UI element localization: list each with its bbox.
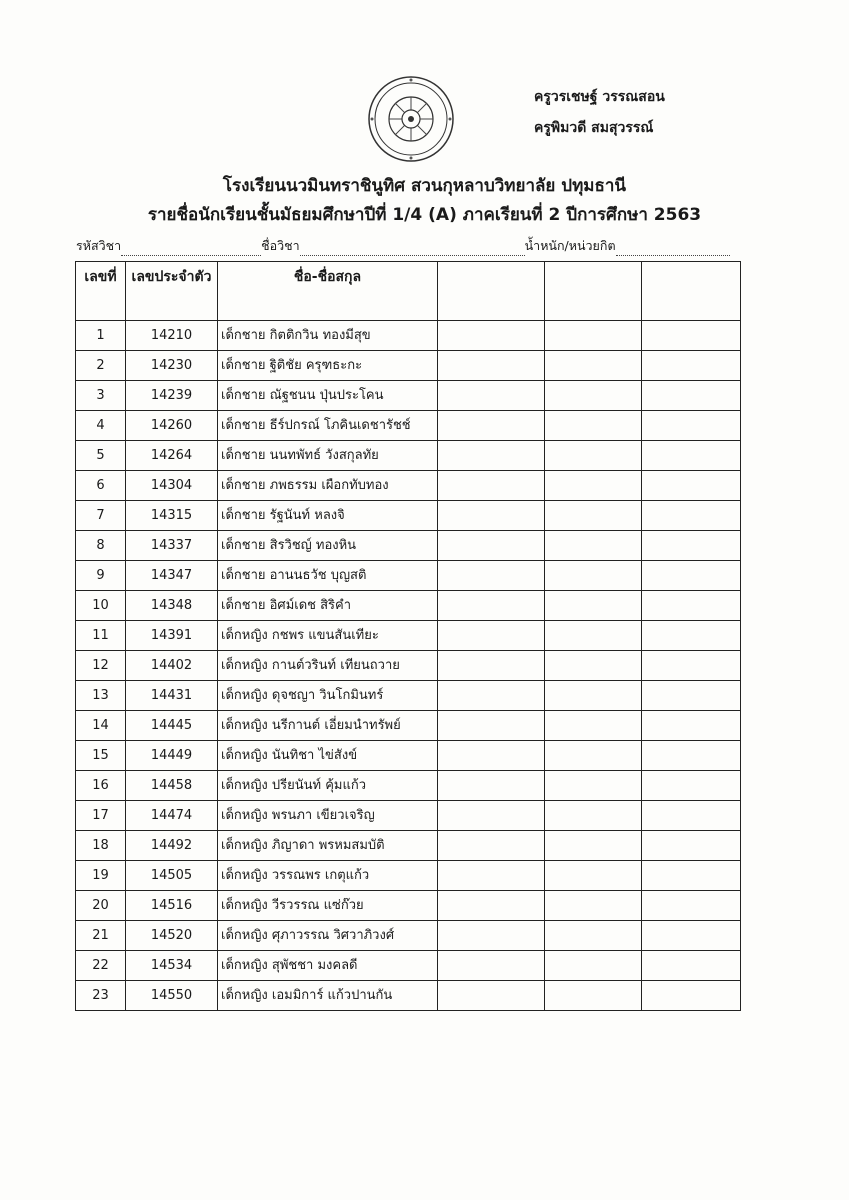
student-name: เด็กชาย อิศม์เดช สิริคำ (218, 591, 438, 621)
table-row (76, 891, 741, 921)
student-id: 14264 (126, 441, 218, 471)
student-no: 4 (76, 411, 126, 441)
student-name: เด็กชาย ภพธรรม เผือกทับทอง (218, 471, 438, 501)
course-meta-line (76, 236, 742, 256)
blank-cell-1 (438, 351, 545, 381)
table-row (76, 831, 741, 861)
blank-cell-1 (438, 801, 545, 831)
blank-cell-1 (438, 501, 545, 531)
student-no: 11 (76, 621, 126, 651)
blank-cell-1 (438, 861, 545, 891)
blank-cell-3 (642, 711, 741, 741)
blank-cell-2 (545, 471, 642, 501)
table-row (76, 711, 741, 741)
student-name: เด็กชาย สิรวิชญ์ ทองหิน (218, 531, 438, 561)
credits-label: น้ำหนัก/หน่วยกิต (524, 238, 616, 253)
table-row (76, 651, 741, 681)
blank-cell-3 (642, 921, 741, 951)
student-id: 14210 (126, 321, 218, 351)
blank-cell-3 (642, 381, 741, 411)
blank-cell-1 (438, 711, 545, 741)
col-header-blank-1 (438, 262, 545, 321)
student-no: 23 (76, 981, 126, 1011)
blank-cell-1 (438, 441, 545, 471)
student-id: 14431 (126, 681, 218, 711)
credits-blank (616, 243, 730, 256)
blank-cell-2 (545, 351, 642, 381)
student-name: เด็กชาย ธีร์ปกรณ์ โภคินเดชารัชช์ (218, 411, 438, 441)
student-id: 14337 (126, 531, 218, 561)
col-header-blank-2 (545, 262, 642, 321)
blank-cell-1 (438, 741, 545, 771)
student-id: 14239 (126, 381, 218, 411)
table-row (76, 561, 741, 591)
blank-cell-1 (438, 321, 545, 351)
blank-cell-2 (545, 501, 642, 531)
student-no: 21 (76, 921, 126, 951)
blank-cell-1 (438, 621, 545, 651)
table-header-row (76, 262, 741, 321)
teacher-name-1: ครูวรเชษฐ์ วรรณสอน (534, 89, 665, 105)
blank-cell-2 (545, 711, 642, 741)
blank-cell-3 (642, 591, 741, 621)
student-no: 2 (76, 351, 126, 381)
student-id: 14260 (126, 411, 218, 441)
table-row (76, 591, 741, 621)
student-id: 14445 (126, 711, 218, 741)
blank-cell-3 (642, 741, 741, 771)
blank-cell-2 (545, 531, 642, 561)
student-name: เด็กหญิง นันทิชา ไข่สังข์ (218, 741, 438, 771)
course-code-blank (121, 243, 261, 256)
table-row (76, 801, 741, 831)
student-no: 1 (76, 321, 126, 351)
blank-cell-3 (642, 981, 741, 1011)
student-id: 14347 (126, 561, 218, 591)
student-id: 14402 (126, 651, 218, 681)
course-code-label: รหัสวิชา (76, 238, 122, 253)
student-no: 7 (76, 501, 126, 531)
student-no: 13 (76, 681, 126, 711)
blank-cell-3 (642, 831, 741, 861)
school-name: โรงเรียนนวมินทราชินูทิศ สวนกุหลาบวิทยาลัย ปทุมธานี (222, 176, 627, 196)
blank-cell-2 (545, 681, 642, 711)
blank-cell-2 (545, 441, 642, 471)
table-row (76, 471, 741, 501)
student-no: 5 (76, 441, 126, 471)
student-no: 8 (76, 531, 126, 561)
student-id: 14550 (126, 981, 218, 1011)
course-name-label: ชื่อวิชา (261, 238, 300, 253)
student-name: เด็กหญิง ภิญาดา พรหมสมบัติ (218, 831, 438, 861)
student-id: 14516 (126, 891, 218, 921)
table-row (76, 621, 741, 651)
blank-cell-2 (545, 591, 642, 621)
student-id: 14520 (126, 921, 218, 951)
blank-cell-2 (545, 921, 642, 951)
student-name: เด็กชาย นนทพัทธ์ วังสกุลทัย (218, 441, 438, 471)
table-row (76, 441, 741, 471)
blank-cell-1 (438, 681, 545, 711)
blank-cell-3 (642, 651, 741, 681)
student-no: 3 (76, 381, 126, 411)
student-id: 14505 (126, 861, 218, 891)
student-no: 10 (76, 591, 126, 621)
student-name: เด็กชาย อานนธวัช บุญสติ (218, 561, 438, 591)
student-id: 14230 (126, 351, 218, 381)
table-row (76, 741, 741, 771)
blank-cell-2 (545, 651, 642, 681)
blank-cell-1 (438, 921, 545, 951)
blank-cell-3 (642, 861, 741, 891)
table-row (76, 381, 741, 411)
blank-cell-1 (438, 891, 545, 921)
student-name: เด็กหญิง เอมมิการ์ แก้วปานกัน (218, 981, 438, 1011)
student-name: เด็กหญิง ศุภาวรรณ วิศวาภิวงศ์ (218, 921, 438, 951)
blank-cell-2 (545, 381, 642, 411)
col-header-no: เลขที่ (76, 262, 126, 321)
student-no: 14 (76, 711, 126, 741)
blank-cell-2 (545, 861, 642, 891)
student-name: เด็กชาย กิตติกวิน ทองมีสุข (218, 321, 438, 351)
blank-cell-1 (438, 411, 545, 441)
student-no: 18 (76, 831, 126, 861)
student-no: 22 (76, 951, 126, 981)
teacher-name-2: ครูพิมวดี สมสุวรรณ์ (534, 120, 654, 136)
blank-cell-1 (438, 771, 545, 801)
student-name: เด็กหญิง นรีกานต์ เอี่ยมนำทรัพย์ (218, 711, 438, 741)
teacher-names (534, 82, 665, 144)
blank-cell-1 (438, 951, 545, 981)
student-name: เด็กชาย รัฐนันท์ หลงจิ (218, 501, 438, 531)
student-name: เด็กหญิง พรนภา เขียวเจริญ (218, 801, 438, 831)
student-id: 14534 (126, 951, 218, 981)
student-name: เด็กหญิง สุพัชชา มงคลดี (218, 951, 438, 981)
blank-cell-2 (545, 891, 642, 921)
blank-cell-2 (545, 561, 642, 591)
blank-cell-3 (642, 951, 741, 981)
student-id: 14474 (126, 801, 218, 831)
table-row (76, 321, 741, 351)
blank-cell-1 (438, 591, 545, 621)
blank-cell-3 (642, 561, 741, 591)
blank-cell-1 (438, 471, 545, 501)
school-seal (366, 74, 456, 164)
blank-cell-3 (642, 321, 741, 351)
table-row (76, 981, 741, 1011)
table-row (76, 411, 741, 441)
student-no: 20 (76, 891, 126, 921)
table-row (76, 921, 741, 951)
blank-cell-3 (642, 801, 741, 831)
blank-cell-3 (642, 531, 741, 561)
blank-cell-1 (438, 561, 545, 591)
student-id: 14348 (126, 591, 218, 621)
blank-cell-2 (545, 621, 642, 651)
student-id: 14449 (126, 741, 218, 771)
table-row (76, 861, 741, 891)
student-name: เด็กหญิง ปรียนันท์ คุ้มแก้ว (218, 771, 438, 801)
list-title: รายชื่อนักเรียนชั้นมัธยมศึกษาปีที่ 1/4 (A) ภาคเรียนที่ 2 ปีการศึกษา 2563 (147, 205, 702, 225)
student-no: 9 (76, 561, 126, 591)
blank-cell-2 (545, 741, 642, 771)
blank-cell-2 (545, 981, 642, 1011)
blank-cell-2 (545, 771, 642, 801)
student-name: เด็กหญิง วีรวรรณ แซ่ก๊วย (218, 891, 438, 921)
col-header-blank-3 (642, 262, 741, 321)
student-id: 14391 (126, 621, 218, 651)
table-row (76, 351, 741, 381)
student-id: 14492 (126, 831, 218, 861)
student-no: 16 (76, 771, 126, 801)
blank-cell-2 (545, 831, 642, 861)
student-name: เด็กหญิง กานต์วรินท์ เทียนถวาย (218, 651, 438, 681)
blank-cell-2 (545, 951, 642, 981)
blank-cell-3 (642, 351, 741, 381)
blank-cell-3 (642, 681, 741, 711)
table-row (76, 951, 741, 981)
student-name: เด็กชาย ฐิติชัย ครุฑธะกะ (218, 351, 438, 381)
table-row (76, 771, 741, 801)
student-no: 17 (76, 801, 126, 831)
blank-cell-1 (438, 831, 545, 861)
blank-cell-3 (642, 621, 741, 651)
table-row (76, 501, 741, 531)
blank-cell-2 (545, 411, 642, 441)
col-header-name: ชื่อ-ชื่อสกุล (218, 262, 438, 321)
blank-cell-1 (438, 531, 545, 561)
blank-cell-3 (642, 441, 741, 471)
blank-cell-3 (642, 411, 741, 441)
course-name-blank (300, 243, 525, 256)
table-row (76, 531, 741, 561)
blank-cell-1 (438, 381, 545, 411)
student-name: เด็กหญิง ดุจชญา วินโกมินทร์ (218, 681, 438, 711)
table-row (76, 681, 741, 711)
blank-cell-2 (545, 321, 642, 351)
student-no: 6 (76, 471, 126, 501)
student-name: เด็กชาย ณัฐชนน ปุ่นประโคน (218, 381, 438, 411)
student-no: 12 (76, 651, 126, 681)
blank-cell-3 (642, 501, 741, 531)
blank-cell-3 (642, 891, 741, 921)
student-id: 14315 (126, 501, 218, 531)
col-header-id: เลขประจำตัว (126, 262, 218, 321)
blank-cell-2 (545, 801, 642, 831)
student-name: เด็กหญิง กชพร แขนสันเทียะ (218, 621, 438, 651)
student-id: 14304 (126, 471, 218, 501)
student-rows (76, 321, 741, 1011)
student-table (75, 261, 741, 1011)
student-name: เด็กหญิง วรรณพร เกตุแก้ว (218, 861, 438, 891)
blank-cell-3 (642, 771, 741, 801)
student-id: 14458 (126, 771, 218, 801)
blank-cell-3 (642, 471, 741, 501)
blank-cell-1 (438, 651, 545, 681)
student-no: 19 (76, 861, 126, 891)
student-no: 15 (76, 741, 126, 771)
blank-cell-1 (438, 981, 545, 1011)
